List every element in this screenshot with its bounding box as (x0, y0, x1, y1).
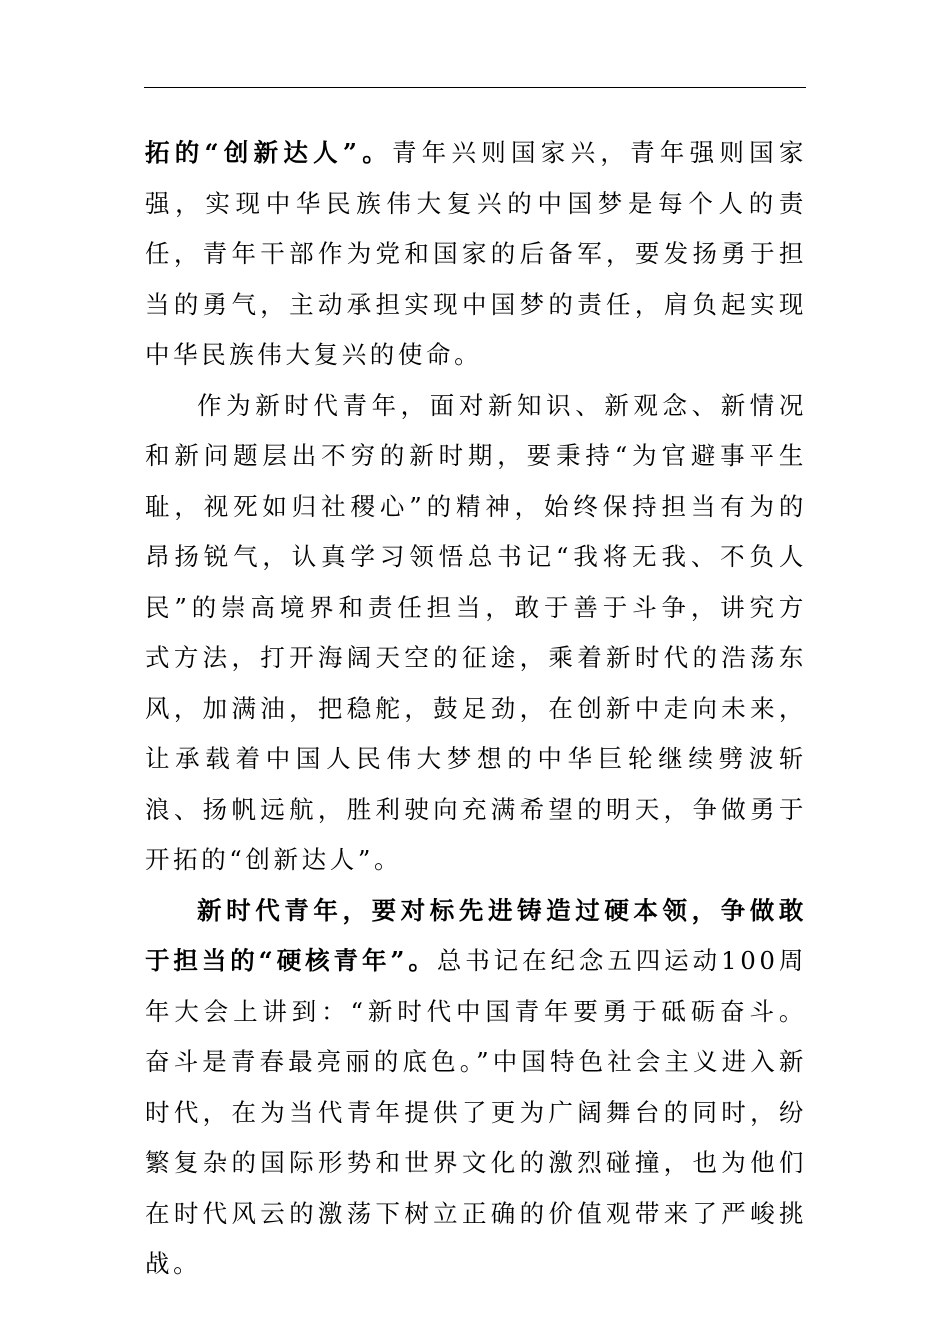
header-rule (144, 87, 806, 88)
paragraph-3 (145, 886, 807, 1290)
paragraph-lead: 拓的“创新达人”。 (145, 138, 393, 167)
paragraph-text: 总书记在纪念五四运动100周年大会上讲到：“新时代中国青年要勇于砥砺奋斗。奋斗是青春最亮丽的底色。”中国特色社会主义进入新时代，在为当代青年提供了更为广阔舞台的同时，纷繁复杂的国际形势和世界文化的激烈碰撞，也为他们在时代风云的激荡下树立正确的价值观带来了严峻挑战。 (145, 946, 807, 1278)
paragraph-2 (145, 381, 807, 886)
paragraph-1 (145, 128, 807, 381)
paragraph-text: 作为新时代青年，面对新知识、新观念、新情况和新问题层出不穷的新时期，要秉持“为官避事平生耻，视死如归社稷心”的精神，始终保持担当有为的昂扬锐气，认真学习领悟总书记“我将无我、不负人民”的崇高境界和责任担当，敢于善于斗争，讲究方式方法，打开海阔天空的征途，乘着新时代的浩荡东风，加满油，把稳舵，鼓足劲，在创新中走向未来，让承载着中国人民伟大梦想的中华巨轮继续劈波斩浪、扬帆远航，胜利驶向充满希望的明天，争做勇于开拓的“创新达人”。 (145, 390, 807, 874)
document-body (145, 128, 807, 1290)
paragraph-text: 青年兴则国家兴，青年强则国家强，实现中华民族伟大复兴的中国梦是每个人的责任，青年干部作为党和国家的后备军，要发扬勇于担当的勇气，主动承担实现中国梦的责任，肩负起实现中华民族伟大复兴的使命。 (145, 138, 807, 369)
paragraph-lead: 新时代青年，要对标先进铸造过硬本领，争做敢于担当的“硬核青年”。 (145, 895, 807, 975)
